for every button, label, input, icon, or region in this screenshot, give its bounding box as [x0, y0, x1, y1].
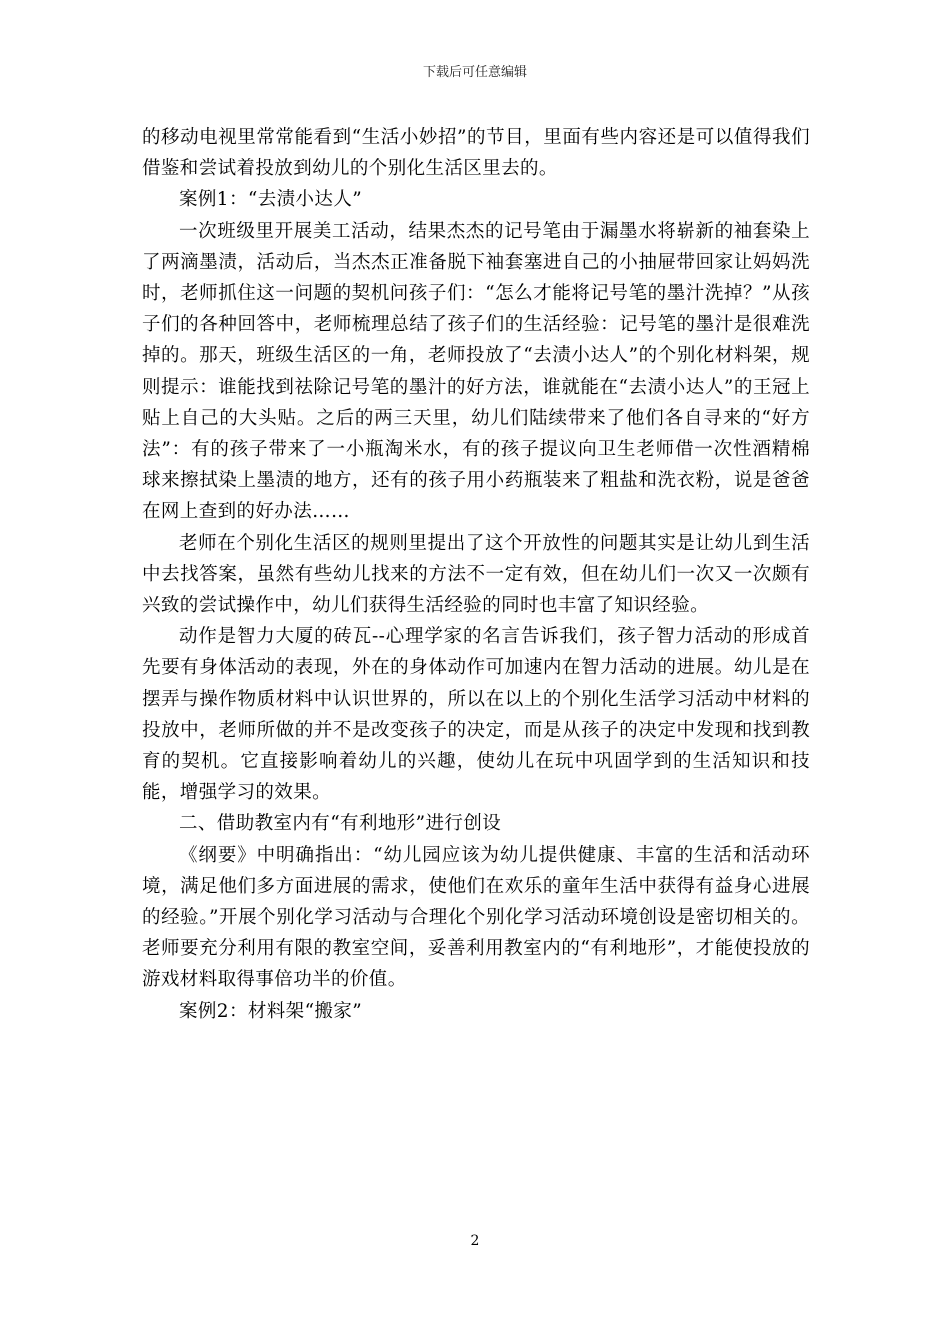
guideline-paragraph: 《纲要》中明确指出：“幼儿园应该为幼儿提供健康、丰富的生活和活动环境，满足他们多方面进展的需求，使他们在欢乐的童年生活中获得有益身心进展的经验。”开展个别化学习活动与合理化个别化学习活动环境创设是密切相关的。老师要充分利用有限的教室空间，妥善利用教室内的“有利地形”，才能使投放的游戏材料取得事倍功半的价值。: [142, 844, 810, 991]
document-body: [142, 122, 810, 1027]
page-header: 下载后可任意编辑: [422, 65, 527, 80]
page-number: 2: [470, 1233, 480, 1249]
case-2-heading: 案例2：材料架“搬家”: [179, 1000, 363, 1022]
paragraph-continuation: 的移动电视里常常能看到“生活小妙招”的节目，里面有些内容还是可以值得我们借鉴和尝试着投放到幼儿的个别化生活区里去的。: [142, 127, 810, 180]
case-1-heading: 案例1：“去渍小达人”: [179, 189, 363, 211]
theory-paragraph: 动作是智力大厦的砖瓦--心理学家的名言告诉我们，孩子智力活动的形成首先要有身体活动的表现，外在的身体动作可加速内在智力活动的进展。幼儿是在摆弄与操作物质材料中认识世界的，所以在以上的个别化生活学习活动中材料的投放中，老师所做的并不是改变孩子的决定，而是从孩子的决定中发现和找到教育的契机。它直接影响着幼儿的兴趣，使幼儿在玩中巩固学到的生活知识和技能，增强学习的效果。: [142, 626, 810, 804]
case-1-reflection: 老师在个别化生活区的规则里提出了这个开放性的问题其实是让幼儿到生活中去找答案，虽然有些幼儿找来的方法不一定有效，但在幼儿们一次又一次颇有兴致的尝试操作中，幼儿们获得生活经验的同时也丰富了知识经验。: [142, 532, 810, 617]
section-2-heading: 二、借助教室内有“有利地形”进行创设: [179, 813, 502, 835]
case-1-narrative: 一次班级里开展美工活动，结果杰杰的记号笔由于漏墨水将崭新的袖套染上了两滴墨渍，活动后，当杰杰正准备脱下袖套塞进自己的小抽屉带回家让妈妈洗时，老师抓住这一问题的契机问孩子们：“怎么才能将记号笔的墨汁洗掉？”从孩子们的各种回答中，老师梳理总结了孩子们的生活经验：记号笔的墨汁是很难洗掉的。那天，班级生活区的一角，老师投放了“去渍小达人”的个别化材料架，规则提示：谁能找到祛除记号笔的墨汁的好方法，谁就能在“去渍小达人”的王冠上贴上自己的大头贴。之后的两三天里，幼儿们陆续带来了他们各自寻来的“好方法”：有的孩子带来了一小瓶淘米水，有的孩子提议向卫生老师借一次性酒精棉球来擦拭染上墨渍的地方，还有的孩子用小药瓶装来了粗盐和洗衣粉，说是爸爸在网上查到的好办法……: [142, 220, 810, 523]
